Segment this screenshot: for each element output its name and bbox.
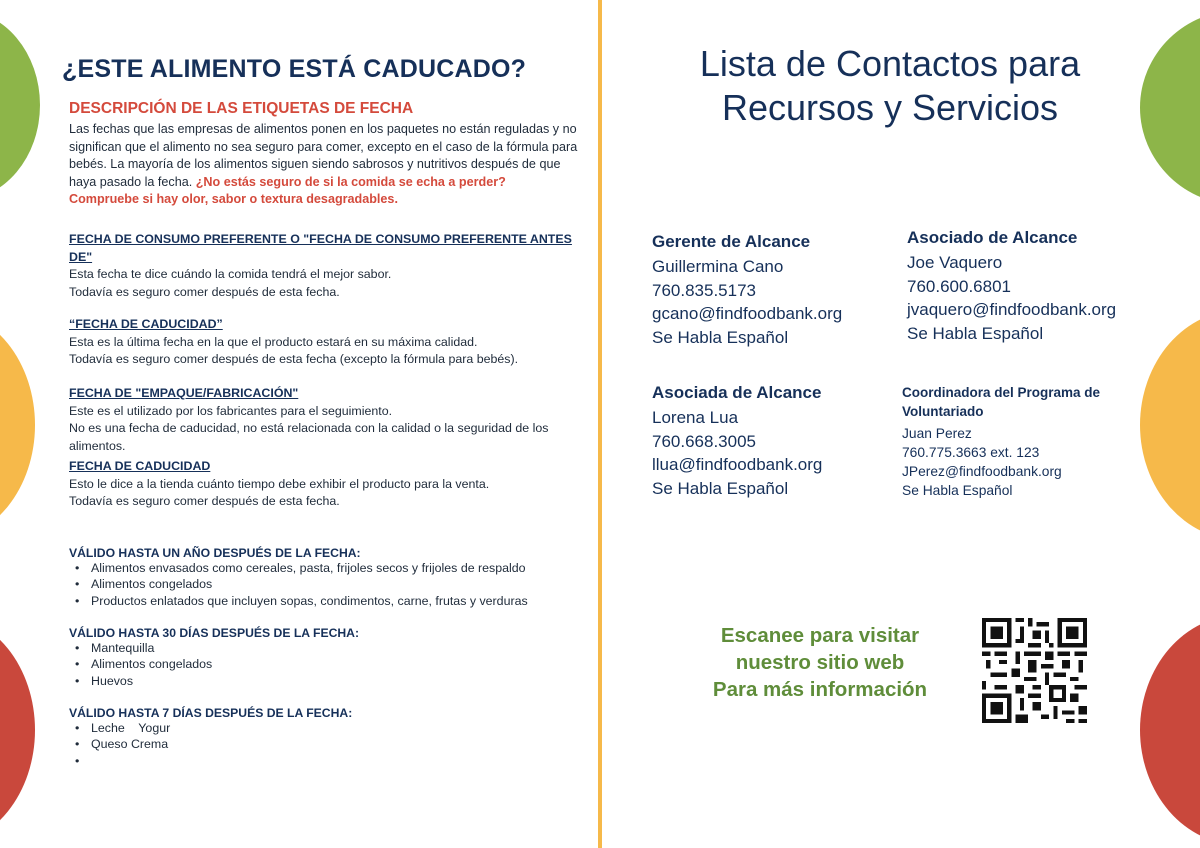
list-item [72,673,212,689]
bullet-icon: • [75,673,80,688]
contacts-title [660,42,1120,130]
list-item [72,656,212,672]
label-section-heading: “FECHA DE CADUCIDAD” [69,317,223,331]
list-item-text: Huevos [91,673,134,688]
list-item [72,720,170,736]
contact-role: Asociado de Alcance [907,228,1078,247]
valid-group-list [72,720,171,768]
intro-paragraph [69,121,579,209]
scan-line: Escanee para visitar [720,624,920,647]
list-item [72,576,528,592]
list-item-text: Mantequilla [91,641,155,655]
left-panel [0,0,598,848]
contact-role: Coordinadora del Programa de Voluntariado [902,385,1101,419]
label-section-heading: FECHA DE "EMPAQUE/FABRICACIÓN" [69,386,299,400]
label-section-line: Esta es la última fecha en la que el producto estará en su máxima calidad. [69,334,478,349]
intro-warning: ¿No estás seguro de si la comida se echa a perder? Compruebe si hay olor, sabor o textura desagradables. [69,174,506,206]
label-section-line: Todavía es seguro comer después de esta fecha. [69,494,340,508]
contact-name: Lorena Lua [652,408,739,427]
list-item-text: Alimentos envasados como cereales, pasta, frijoles secos y frijoles de respaldo [91,561,526,575]
decor-circle-green-right [1140,10,1200,205]
contact-name: Joe Vaquero [907,253,1003,272]
contact-email[interactable]: jvaquero@findfoodbank.org [907,300,1117,319]
label-section [69,316,574,369]
list-item-text: Alimentos congelados [91,577,213,592]
label-section-line: No es una fecha de caducidad, no está relacionada con la calidad o la seguridad de los alimentos. [69,421,549,453]
qr-code-icon[interactable] [982,618,1087,723]
scan-line: Para más información [712,678,928,701]
bullet-icon: • [75,737,80,752]
bullet-icon: • [75,753,80,768]
list-item [72,593,528,609]
label-section-line: Todavía es seguro comer después de esta fecha. [69,284,340,299]
scan-message [680,622,960,703]
label-section [69,385,574,455]
scan-line: nuestro sitio web [735,651,905,674]
bullet-icon: • [75,561,80,575]
label-section-heading: FECHA DE CONSUMO PREFERENTE O "FECHA DE CONSUMO PREFERENTE ANTES DE" [69,232,572,264]
list-item-text: Leche Yogur [91,721,171,735]
bullet-icon: • [75,657,80,672]
valid-group-heading: VÁLIDO HASTA UN AÑO DESPUÉS DE LA FECHA: [69,546,361,560]
contact-language: Se Habla Español [652,478,789,498]
contact-name: Juan Perez [902,426,972,441]
contact-role: Gerente de Alcance [652,232,811,251]
fold-divider [598,0,602,848]
contact-language: Se Habla Español [907,323,1044,343]
contact-email[interactable]: gcano@findfoodbank.org [652,304,843,323]
label-section-line: Este es el utilizado por los fabricantes para el seguimiento. [69,403,393,418]
contacts-title-line: Lista de Contactos para [699,43,1081,84]
list-item [72,736,170,752]
list-item-text: Alimentos congelados [91,657,213,672]
list-item [72,640,212,656]
contact-phone[interactable]: 760.775.3663 ext. 123 [902,445,1040,460]
decor-circle-yellow-right [1140,310,1200,540]
label-section-line: Todavía es seguro comer después de esta fecha (excepto la fórmula para bebés). [69,352,519,366]
bullet-icon: • [75,641,80,655]
contact-language: Se Habla Español [652,327,789,347]
bullet-icon: • [75,721,80,735]
contact-phone[interactable]: 760.835.5173 [652,280,756,300]
page-title: ¿ESTE ALIMENTO ESTÁ CADUCADO? [62,55,527,83]
valid-group-heading: VÁLIDO HASTA 30 DÍAS DESPUÉS DE LA FECHA: [69,626,360,640]
label-section [69,231,574,301]
decor-circle-red-right [1140,615,1200,845]
contact-email[interactable]: JPerez@findfoodbank.org [902,464,1062,479]
contact-phone[interactable]: 760.668.3005 [652,431,756,451]
label-section-heading: FECHA DE CADUCIDAD [69,459,211,473]
contact-card [902,383,1132,500]
contact-card [907,228,1116,345]
contacts-title-line: Recursos y Servicios [721,87,1059,128]
valid-group-list [72,560,528,609]
contact-card [652,383,822,500]
bullet-icon: • [75,593,80,608]
label-section-line: Esto le dice a la tienda cuánto tiempo debe exhibir el producto para la venta. [69,476,490,491]
contact-card [652,232,842,349]
contact-phone[interactable]: 760.600.6801 [907,276,1011,296]
valid-group-heading: VÁLIDO HASTA 7 DÍAS DESPUÉS DE LA FECHA: [69,706,353,720]
section-subtitle: DESCRIPCIÓN DE LAS ETIQUETAS DE FECHA [69,100,414,117]
list-item [72,560,528,576]
label-section [69,458,574,511]
contact-name: Guillermina Cano [652,257,784,276]
list-item-text: Queso Crema [91,737,169,752]
contact-role: Asociada de Alcance [652,383,822,402]
contact-email[interactable]: llua@findfoodbank.org [652,455,823,474]
list-item-text: Productos enlatados que incluyen sopas, condimentos, carne, frutas y verduras [91,593,528,608]
label-section-line: Esta fecha te dice cuándo la comida tendrá el mejor sabor. [69,267,392,281]
intro-text: Las fechas que las empresas de alimentos ponen en los paquetes no están reguladas y no significan que el alimento no sea seguro para comer, excepto en el caso de la fórmula para bebés. La mayoría de los alimentos siguen siendo sabrosos y nutritivos después de que haya pasado la fecha. [69,122,578,189]
contact-language: Se Habla Español [902,483,1013,498]
valid-group-list [72,640,212,689]
bullet-icon: • [75,577,80,592]
